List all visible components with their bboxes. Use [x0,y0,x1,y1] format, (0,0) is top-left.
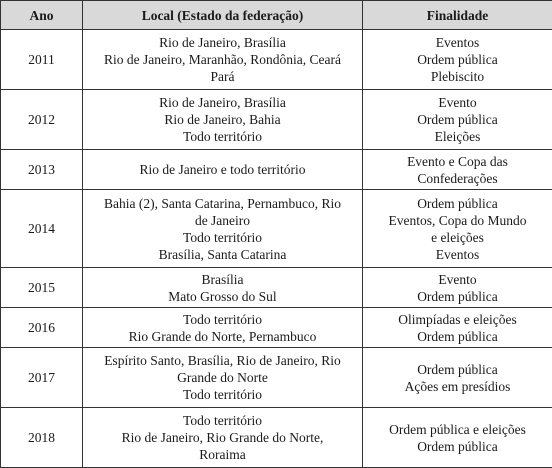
cell-finalidade [363,90,552,150]
local-line: Rio de Janeiro, Bahia [164,112,281,127]
cell-local [83,190,363,268]
cell-local [83,30,363,90]
local-line: Todo território [183,387,262,402]
cell-ano: 2013 [1,150,83,190]
finalidade-line: Olimpíadas e eleições [398,311,517,327]
finalidade-line: Ordem pública [417,438,498,454]
finalidade-line: Plebiscito [430,69,485,84]
table-row [1,150,552,190]
finalidade-line: Ordem pública [417,361,498,377]
finalidade-line: e eleições [431,229,484,245]
cell-finalidade [363,190,552,268]
local-line: Rio de Janeiro, Rio Grande do Norte, [121,430,324,445]
cell-ano: 2018 [1,408,83,468]
cell-ano: 2012 [1,90,83,150]
table-row [1,90,552,150]
table-row [1,268,552,308]
finalidade-line: Ordem pública [417,112,498,127]
table-row [1,408,552,468]
cell-ano: 2015 [1,268,83,308]
local-line: Rio de Janeiro, Maranhão, Rondônia, Ceará [104,52,341,67]
cell-local [83,268,363,308]
cell-local [83,348,363,408]
finalidade-line: Ordem pública [417,288,498,304]
local-line: Mato Grosso do Sul [168,288,277,304]
cell-local [83,90,363,150]
header-finalidade: Finalidade [363,1,552,30]
finalidade-line: Confederações [417,170,498,186]
cell-finalidade [363,30,552,90]
table-row [1,308,552,348]
local-line: Bahia (2), Santa Catarina, Pernambuco, Rio [104,195,341,211]
local-line: Rio de Janeiro e todo território [139,162,306,177]
local-line: Grande do Norte [177,370,268,385]
cell-finalidade [363,308,552,348]
local-line: Pará [210,69,235,84]
local-line: Todo território [183,229,262,245]
table-header-row [1,1,552,30]
finalidade-line: Evento [438,271,477,287]
header-local: Local (Estado da federação) [83,1,363,30]
local-line: Rio de Janeiro, Brasília [159,95,286,110]
finalidade-line: Evento [438,95,477,110]
cell-local [83,308,363,348]
cell-local [83,150,363,190]
cell-finalidade [363,268,552,308]
local-line: de Janeiro [194,212,251,228]
cell-ano: 2011 [1,30,83,90]
finalidade-line: Ordem pública [417,52,498,67]
finalidade-line: Eventos [435,246,480,262]
local-line: Todo território [183,129,262,144]
cell-ano: 2016 [1,308,83,348]
local-line: Brasília, Santa Catarina [158,246,287,262]
table-row [1,190,552,268]
local-line: Roraima [199,447,246,462]
local-line: Espírito Santo, Brasília, Rio de Janeiro, Rio [104,353,341,368]
local-line: Todo território [183,413,262,428]
local-line: Brasília [201,271,244,287]
finalidade-line: Ordem pública e eleições [389,421,526,437]
cell-finalidade [363,150,552,190]
cell-finalidade [363,408,552,468]
cell-ano: 2017 [1,348,83,408]
finalidade-line: Ordem pública [417,195,498,211]
cell-local [83,408,363,468]
cell-ano: 2014 [1,190,83,268]
table-row [1,348,552,408]
finalidade-line: Eventos, Copa do Mundo [388,212,527,228]
finalidade-line: Eventos [435,35,480,50]
local-line: Todo território [183,311,262,327]
local-line: Rio Grande do Norte, Pernambuco [128,328,317,344]
finalidade-line: Ordem pública [417,328,498,344]
header-ano: Ano [1,1,83,30]
finalidade-line: Ações em presídios [404,378,511,394]
finalidade-line: Eleições [434,129,481,144]
finalidade-line: Evento e Copa das [407,153,508,169]
table-row [1,30,552,90]
local-line: Rio de Janeiro, Brasília [159,35,286,50]
cell-finalidade [363,348,552,408]
table-body [1,30,552,468]
